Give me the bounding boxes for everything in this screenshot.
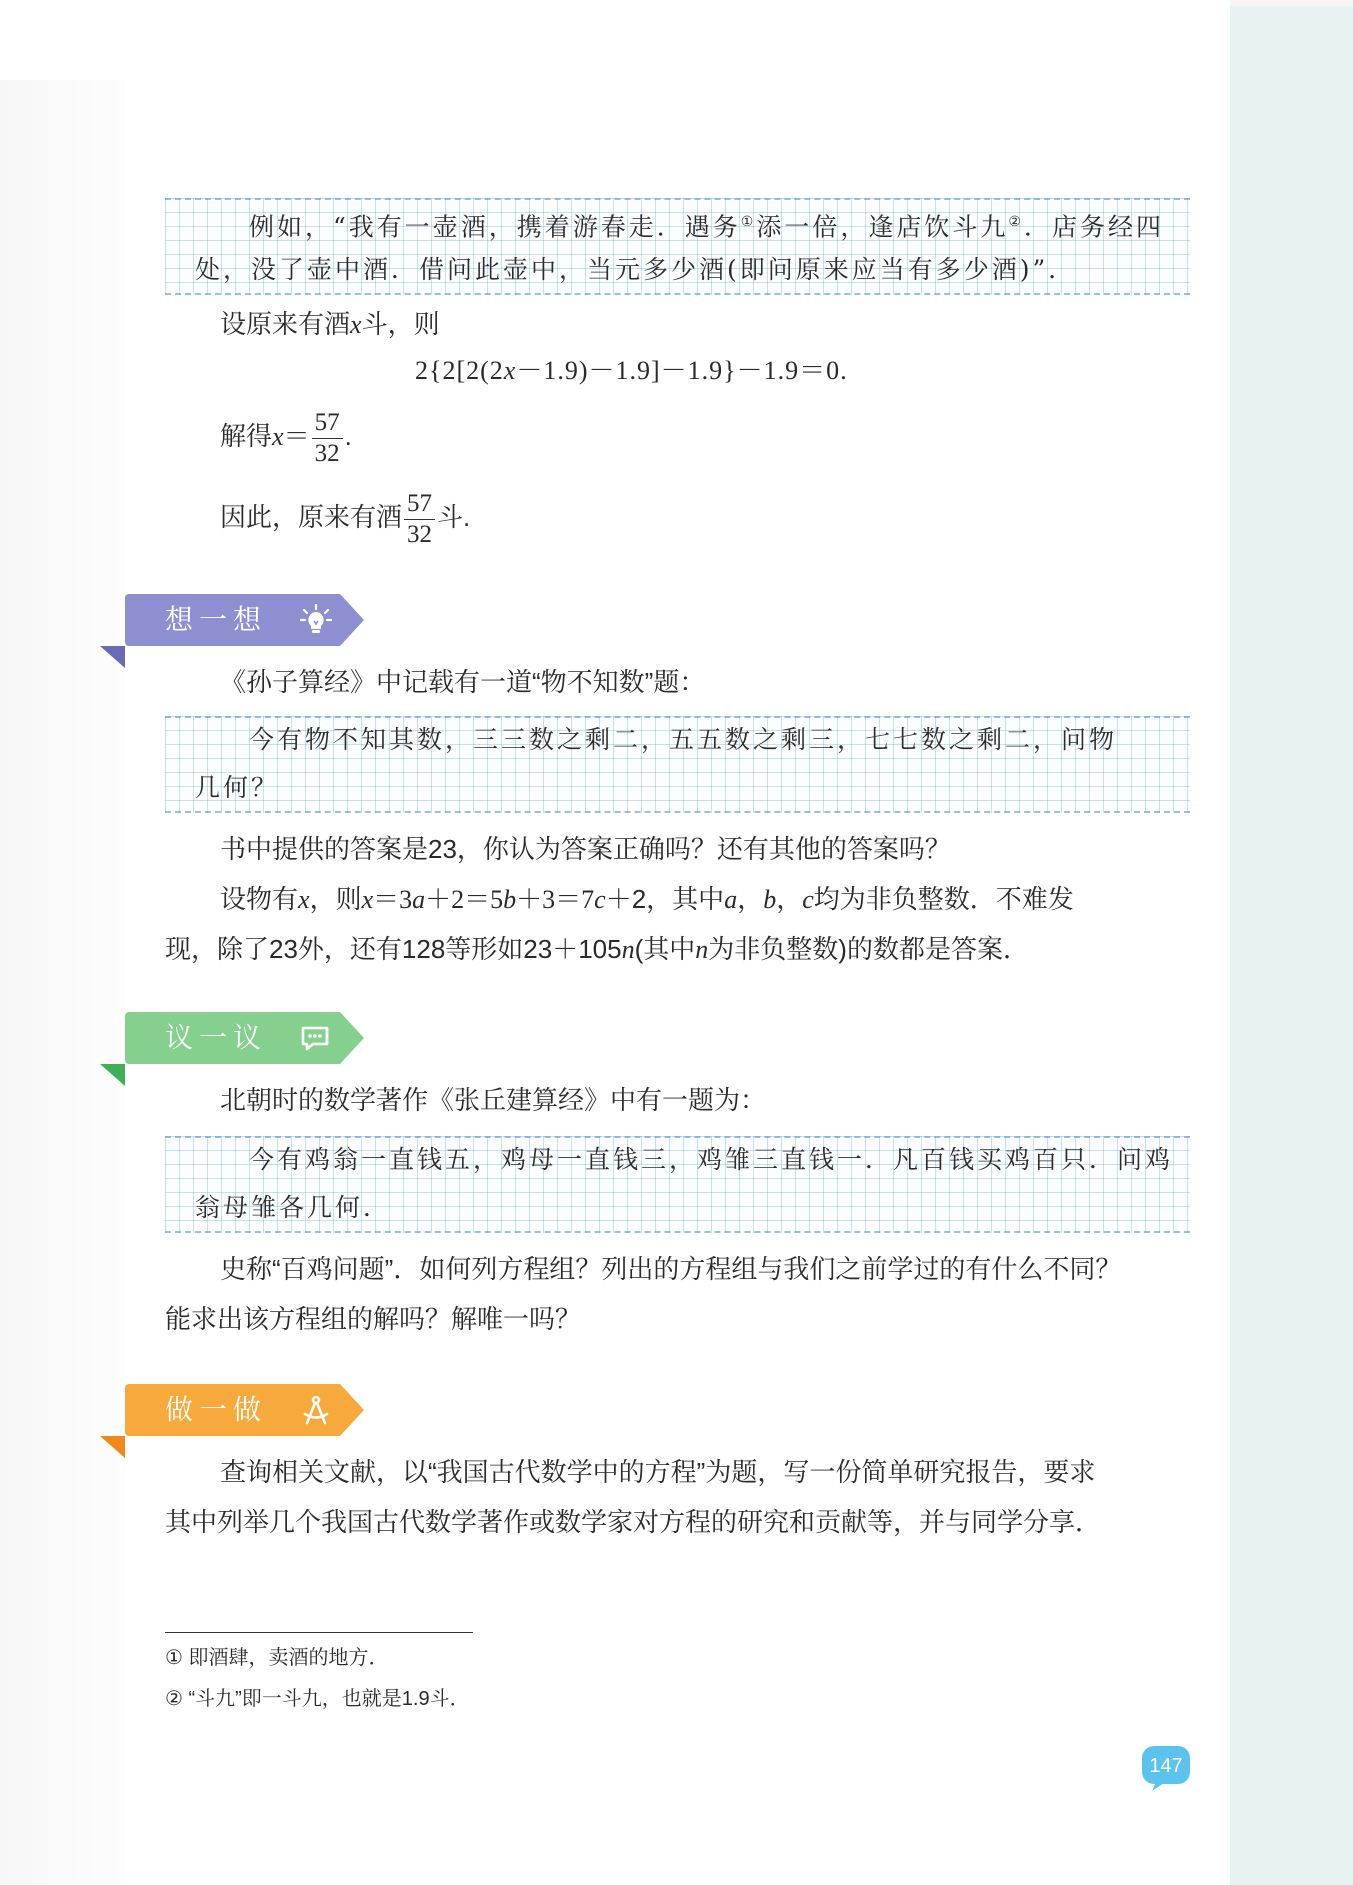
think-intro: 《孙子算经》中记载有一道“物不知数”题： (220, 667, 706, 697)
discuss-intro: 北朝时的数学著作《张丘建算经》中有一题为： (220, 1085, 767, 1115)
example-quote-line1: 例如，“我有一壶酒，携着游春走．遇务①添一倍，逢店饮斗九②．店务经四 (249, 212, 1164, 242)
discuss-quote-box (165, 1136, 1190, 1233)
page-number-badge (1140, 1744, 1192, 1792)
footnote-1: ① 即酒肆，卖酒的地方． (165, 1647, 389, 1669)
discuss-quote-line1: 今有鸡翁一直钱五，鸡母一直钱三，鸡雏三直钱一．凡百钱买鸡百只．问鸡 (249, 1145, 1174, 1174)
discuss-section-tag (100, 1012, 365, 1064)
do-text-line1: 查询相关文献，以“我国古代数学中的方程”为题，写一份简单研究报告，要求 (220, 1457, 1096, 1487)
think-quote-line1: 今有物不知其数，三三数之剩二，五五数之剩三，七七数之剩二，问物 (249, 725, 1118, 754)
compass-icon (300, 1394, 332, 1426)
fraction-57-32-conclusion: $\frac{57}{32}$ (404, 489, 435, 550)
do-text-line2: 其中列举几个我国古代数学著作或数学家对方程的研究和贡献等，并与同学分享． (165, 1507, 1102, 1537)
think-quote-line2: 几何？ (195, 773, 280, 802)
example-equation: 2{2[2(2x－1.9)－1.9]－1.9}－1.9＝0. (415, 356, 848, 385)
discuss-label: 议一议 (165, 1022, 268, 1053)
discuss-text-line2: 能求出该方程组的解吗？解唯一吗？ (165, 1304, 582, 1334)
example-quote-box (165, 198, 1190, 295)
think-quote-box (165, 716, 1190, 813)
discuss-quote-line2: 翁母雏各几何． (195, 1193, 392, 1222)
example-quote-line2: 处，没了壶中酒．借问此壶中，当元多少酒(即问原来应当有多少酒)”． (195, 255, 1077, 284)
fraction-57-32: $\frac{57}{32}$ (312, 408, 343, 469)
page-edge-shade (0, 80, 125, 1885)
footnote-2: ② “斗九”即一斗九，也就是1.9斗． (165, 1688, 470, 1710)
think-answer-line2: 现，除了23外，还有128等形如23＋105n(其中n为非负整数)的数都是答案． (165, 934, 1029, 964)
side-margin-strip (1230, 0, 1353, 1885)
think-label: 想一想 (165, 604, 268, 635)
footnote-divider (165, 1632, 473, 1633)
think-question: 书中提供的答案是23，你认为答案正确吗？还有其他的答案吗？ (220, 834, 951, 864)
lightbulb-icon (300, 604, 332, 636)
chat-bubble-icon (300, 1022, 332, 1054)
think-section-tag (100, 594, 365, 646)
side-strip-top (1230, 0, 1353, 6)
example-setup: 设原来有酒x斗，则 (220, 309, 440, 339)
do-label: 做一做 (165, 1394, 268, 1425)
think-answer-line1: 设物有x，则x＝3a＋2＝5b＋3＝7c＋2，其中a，b，c均为非负整数．不难发 (220, 884, 1074, 914)
example-solution: 解得x＝ $\frac{57}{32}$ . (220, 408, 352, 467)
example-conclusion: 因此，原来有酒 $\frac{57}{32}$ 斗. (220, 489, 471, 548)
page-number: 147 (1149, 1755, 1183, 1777)
discuss-text-line1: 史称“百鸡问题”．如何列方程组？列出的方程组与我们之前学过的有什么不同？ (220, 1254, 1122, 1284)
do-section-tag (100, 1384, 365, 1436)
